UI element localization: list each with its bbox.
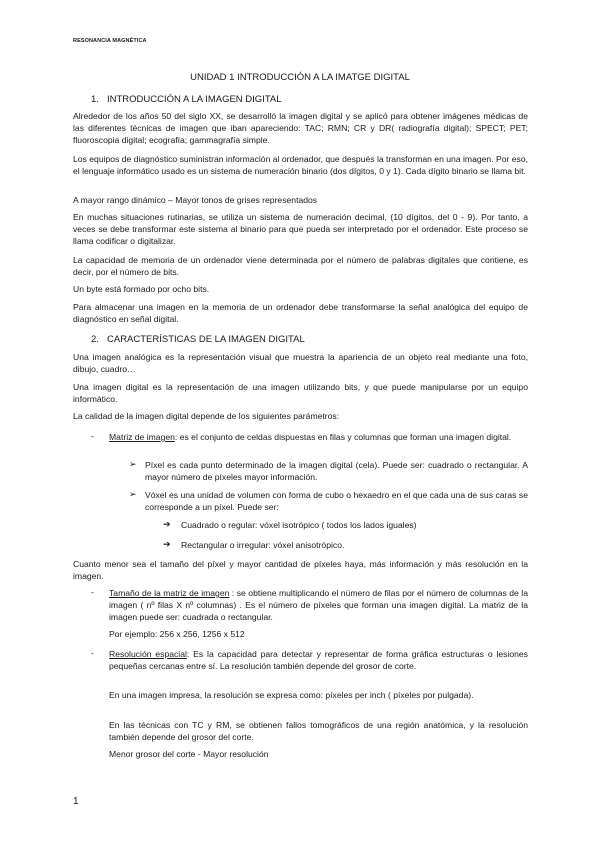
paragraph: En muchas situaciones rutinarias, se utiliza un sistema de numeración decimal, (10 dígitos, del 0 - 9). Por tanto, a veces se debe transformar este sistema al binario para que pueda ser interpretado por el ordenador. Este proceso se llama codificar o digitalizar.	[73, 212, 528, 246]
section-label: INTRODUCCIÓN A LA IMAGEN DIGITAL	[107, 94, 282, 105]
section-number: 1.	[91, 94, 99, 105]
sub-sub-list-item: Rectangular o irregular: vóxel anisotrópico.	[181, 540, 345, 550]
dash-bullet: -	[91, 648, 94, 658]
section-label: CARACTERÍSTICAS DE LA IMAGEN DIGITAL	[107, 334, 305, 345]
paragraph: Para almacenar una imagen en la memoria de un ordenador debe transformarse la señal analógica del equipo de diagnóstico en señal digital.	[73, 302, 528, 324]
paragraph: La calidad de la imagen digital depende de los siguientes parámetros:	[73, 411, 340, 421]
definition: : es el conjunto de celdas dispuestas en filas y columnas que forman una imagen digital.	[174, 432, 512, 442]
term: Tamaño de la matriz de imagen	[109, 588, 230, 598]
running-header: RESONANCIA MAGNÉTICA	[73, 38, 147, 44]
definition: : Es la capacidad para detectar y representar de forma gráfica estructuras o lesiones pequeñas cercanas entre sí. La resolución también depende del grosor de corte.	[109, 649, 528, 671]
paragraph: Cuanto menor sea el tamaño del píxel y mayor cantidad de píxeles haya, más información y más resolución en la imagen.	[73, 559, 528, 581]
section-heading-1	[91, 94, 282, 105]
paragraph: Una imagen analógica es la representación visual que muestra la apariencia de un objeto real mediante una foto, dibujo, cuadro…	[73, 352, 528, 374]
sub-sub-list-item: Cuadrado o regular: vóxel isotrópico ( todos los lados iguales)	[181, 520, 417, 530]
sub-list-item: Píxel es cada punto determinado de la imagen digital (cela). Puede ser: cuadrado o rectangular. A mayor número de píxeles mayor información.	[145, 460, 528, 482]
document-title: UNIDAD 1 INTRODUCCIÓN A LA IMATGE DIGITAL	[190, 72, 410, 83]
arrowhead-icon: ➢	[129, 489, 137, 499]
sub-list-item: Vóxel es una unidad de volumen con forma de cubo o hexaedro en el que cada una de sus caras se corresponde a un píxel. Puede ser:	[145, 490, 528, 512]
paragraph: A mayor rango dinámico – Mayor tonos de grises representados	[73, 195, 318, 205]
paragraph: La capacidad de memoria de un ordenador viene determinada por el número de palabras digitales que contiene, es decir, por el número de bits.	[73, 255, 528, 277]
dash-bullet: -	[91, 431, 94, 441]
paragraph: Alrededor de los años 50 del siglo XX, se desarrolló la imagen digital y se aplicó para obtener imágenes médicas de las diferentes técnicas de imagen que iban apareciendo: TAC; RMN; CR y DR( radiografía digital); SPECT; PET; fluoroscopia digital; ecografía; gammagrafía simple.	[73, 111, 528, 145]
paragraph: Un byte está formado por ocho bits.	[73, 284, 210, 294]
arrow-icon: ➔	[163, 519, 171, 529]
page-number: 1	[73, 796, 79, 807]
term: Matriz de imagen	[109, 432, 175, 442]
paragraph: En una imagen impresa, la resolución se expresa como: píxeles per inch ( píxeles por pulgada).	[109, 690, 474, 700]
arrow-icon: ➔	[163, 539, 171, 549]
list-item	[109, 431, 528, 443]
arrowhead-icon: ➢	[129, 459, 137, 469]
paragraph: Menor grosor del corte - Mayor resolución	[109, 749, 269, 759]
section-heading-2	[91, 334, 305, 345]
paragraph: En las técnicas con TC y RM, se obtienen fallos tomográficos de una región anatómica, y la resolución también depende del grosor del corte.	[109, 720, 528, 742]
definition: : se obtiene multiplicando el número de filas por el número de columnas de la imagen ( nº filas X nº columnas) . Es el número de píxeles que forman una imagen digital. La matriz de la imagen puede ser: cuadrada o rectangular.	[109, 588, 528, 622]
section-number: 2.	[91, 334, 99, 345]
dash-bullet: -	[91, 587, 94, 597]
example-text: Por ejemplo: 256 x 256, 1256 x 512	[109, 629, 245, 639]
list-item	[109, 648, 528, 672]
paragraph: Una imagen digital es la representación de una imagen utilizando bits, y que puede manipularse por un equipo informático.	[73, 382, 528, 404]
term: Resolución espacial	[109, 649, 187, 659]
list-item	[109, 587, 528, 623]
paragraph: Los equipos de diagnóstico suministran información al ordenador, que después la transforman en una imagen. Por eso, el lenguaje informático usado es un sistema de numeración binario (dos dígitos, 0 y 1). Cada dígito binario se llama bit.	[73, 154, 528, 176]
